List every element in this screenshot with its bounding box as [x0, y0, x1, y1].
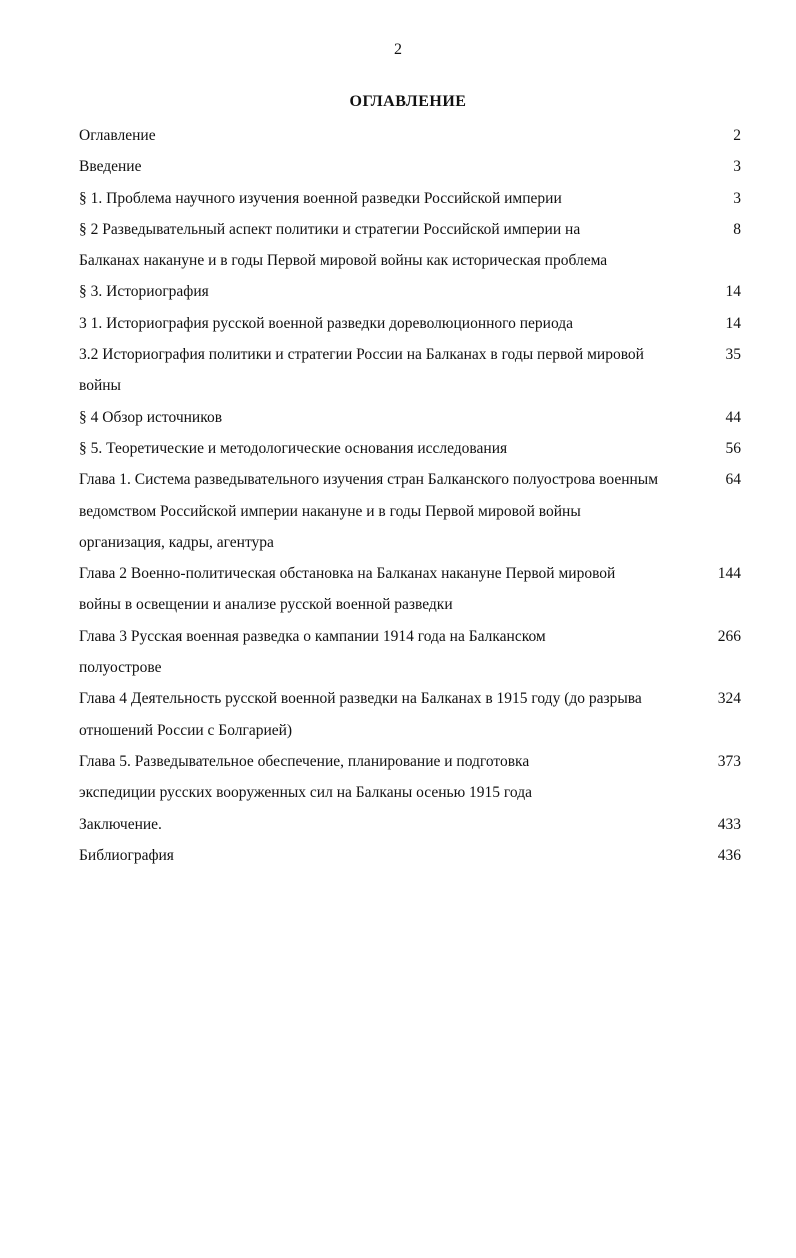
- toc-entry-text: Глава 5. Разведывательное обеспечение, планирование и подготовка экспедиции русских вооруженных сил на Балканы осенью 1915 года: [79, 752, 532, 802]
- toc-entry: [79, 214, 741, 277]
- page-number: 2: [394, 41, 402, 58]
- toc-entry-page: 44: [725, 408, 741, 426]
- toc-entry: [79, 151, 741, 182]
- toc-entry: [79, 683, 741, 746]
- toc-entry-text: Глава 2 Военно-политическая обстановка на Балканах накануне Первой мировой войны в освещении и анализе русской военной разведки: [79, 565, 616, 614]
- toc-entry: [79, 402, 741, 433]
- toc-entry-page: 436: [717, 846, 741, 864]
- toc-entry: [79, 464, 741, 558]
- toc-entry-page: 266: [717, 627, 741, 645]
- toc-title: ОГЛАВЛЕНИЕ: [349, 93, 467, 110]
- toc-entry-text: § 5. Теоретические и методологические основания исследования: [79, 439, 508, 457]
- toc-entry: [79, 308, 741, 339]
- toc-entry: [79, 183, 741, 214]
- toc-entry-page: 433: [717, 815, 741, 833]
- toc-entry-page: 56: [725, 439, 741, 457]
- toc-entry-page: 8: [733, 220, 741, 238]
- toc-entry-page: 144: [717, 565, 741, 583]
- toc-entry-text: 3 1. Историография русской военной разведки дореволюционного периода: [79, 314, 574, 332]
- toc-entry: [79, 558, 741, 621]
- toc-entry-text: § 2 Разведывательный аспект политики и стратегии Российской империи на Балканах накануне и в годы Первой мировой войны как историческая проблема: [79, 220, 608, 270]
- toc-entry-page: 3: [733, 158, 741, 176]
- toc-entry: [79, 809, 741, 840]
- toc-entry: [79, 621, 741, 684]
- toc-entry-page: 324: [717, 690, 741, 708]
- toc-entry-page: 14: [725, 283, 741, 301]
- toc-entry-text: Введение: [79, 158, 142, 176]
- toc-entry-text: § 3. Историография: [79, 283, 209, 301]
- toc-entry-page: 35: [725, 346, 741, 364]
- toc-list: [79, 120, 741, 871]
- toc-entry-text: § 1. Проблема научного изучения военной разведки Российской империи: [79, 189, 562, 207]
- toc-entry: [79, 840, 741, 871]
- toc-entry-text: Заключение.: [79, 815, 162, 833]
- toc-entry-text: Глава 3 Русская военная разведка о кампании 1914 года на Балканском полуострове: [79, 627, 546, 677]
- toc-entry-page: 3: [733, 189, 741, 207]
- toc-entry-text: Библиография: [79, 846, 174, 864]
- toc-entry: [79, 433, 741, 464]
- toc-entry-text: Глава 4 Деятельность русской военной разведки на Балканах в 1915 году (до разрыва отношений России с Болгарией): [79, 690, 642, 739]
- toc-entry-page: 2: [733, 127, 741, 144]
- toc-entry-text: 3.2 Историография политики и стратегии России на Балканах в годы первой мировой войны: [79, 346, 644, 395]
- toc-entry-page: 14: [725, 314, 741, 332]
- toc-entry: [79, 276, 741, 307]
- toc-entry-page: 64: [725, 471, 741, 489]
- toc-entry: [79, 120, 741, 151]
- toc-entry-text: § 4 Обзор источников: [79, 408, 223, 426]
- toc-entry-page: 373: [717, 752, 741, 770]
- toc-entry-text: Оглавление: [79, 127, 156, 144]
- toc-entry: [79, 339, 741, 402]
- toc-entry: [79, 746, 741, 809]
- toc-entry-text: Глава 1. Система разведывательного изучения стран Балканского полуострова военным ведомством Российской империи накануне и в годы Первой мировой войны организация, кадры, агентура: [79, 471, 659, 551]
